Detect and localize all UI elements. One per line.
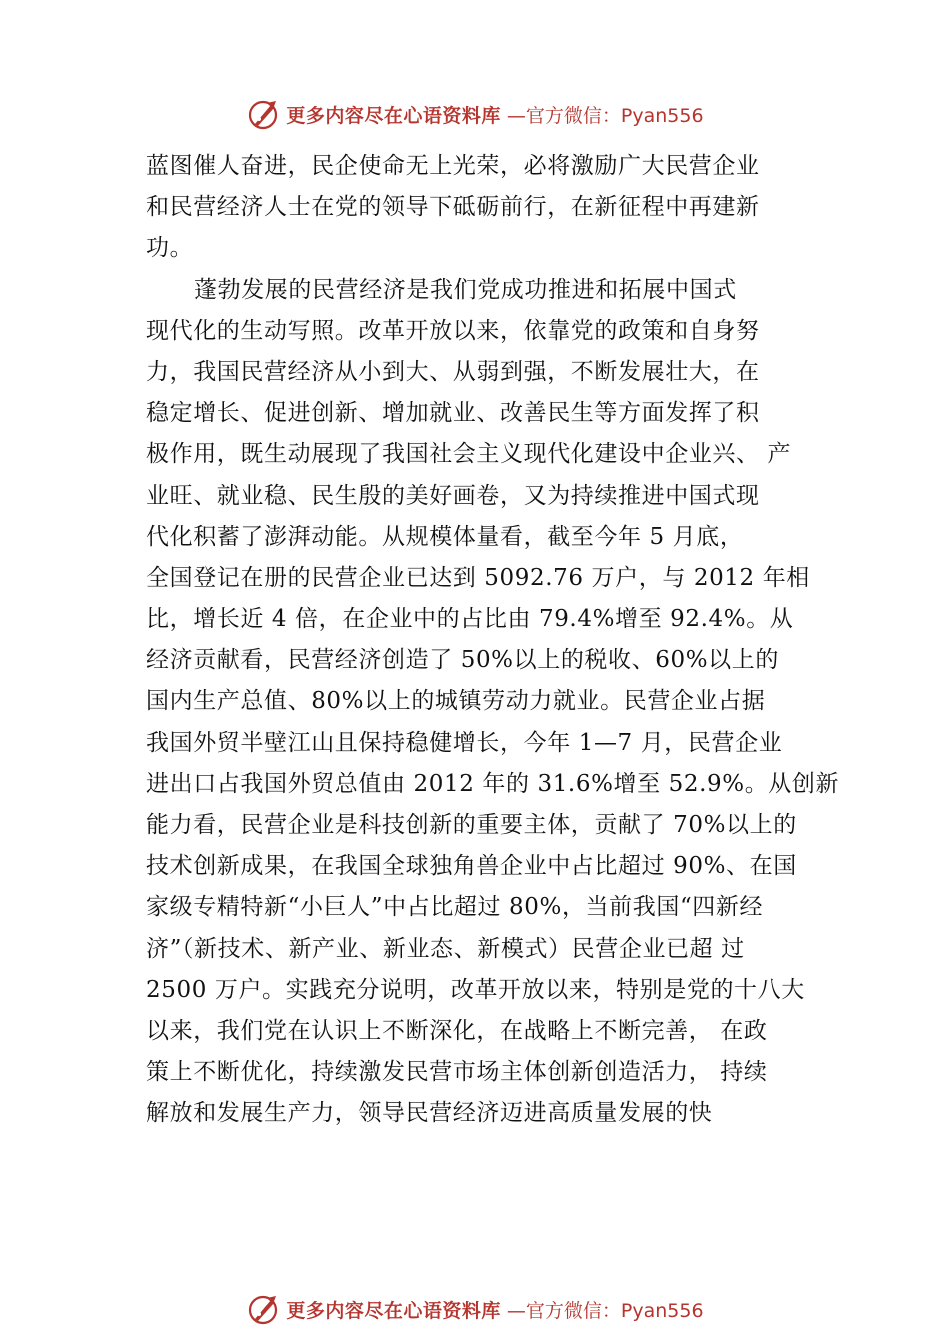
document-body [146,146,840,1135]
body-line: 2500 万户。实践充分说明，改革开放以来，特别是党的十八大 [146,976,805,1003]
body-line: 技术创新成果，在我国全球独角兽企业中占比超过 90%、在国 [146,853,797,880]
body-line: 我国外贸半壁江山且保持稳健增长，今年 1—7 月，民营企业 [146,729,783,756]
body-line: 能力看，民营企业是科技创新的重要主体，贡献了 70%以上的 [146,812,797,838]
footer-banner-text: 更多内容尽在心语资料库 [286,1299,501,1322]
quill-seal-icon [246,1292,280,1326]
body-line: 现代化的生动写照。改革开放以来，依靠党的政策和自身努 [146,317,760,344]
body-line: 经济贡献看，民营经济创造了 50%以上的税收、60%以上的 [146,647,779,674]
body-line: 业旺、就业稳、民生殷的美好画卷，又为持续推进中国式现 [146,482,760,509]
paragraph-first-line: 蓬勃发展的民营经济是我们党成功推进和拓展中国式 [194,276,737,303]
body-line: 力，我国民营经济从小到大、从弱到强，不断发展壮大，在 [146,358,760,385]
body-line: 策上不断优化，持续激发民营市场主体创新创造活力， 持续 [146,1059,768,1086]
body-line: 家级专精特新“小巨人”中占比超过 80%，当前我国“四新经 [146,894,764,921]
header-banner-text: 更多内容尽在心语资料库 [286,104,501,127]
header-banner-contact: —官方微信：Pyan556 [506,104,704,127]
body-line: 功。 [146,235,194,262]
footer-banner-contact: —官方微信：Pyan556 [506,1299,704,1322]
body-line: 解放和发展生产力，领导民营经济迈进高质量发展的快 [146,1100,713,1127]
quill-seal-icon [246,97,280,131]
body-line: 全国登记在册的民营企业已达到 5092.76 万户，与 2012 年相 [146,564,810,591]
header-banner-content [246,97,703,131]
body-line: 稳定增长、促进创新、增加就业、改善民生等方面发挥了积 [146,400,760,427]
body-line: 以来，我们党在认识上不断深化，在战略上不断完善， 在政 [146,1017,768,1044]
body-line: 极作用，既生动展现了我国社会主义现代化建设中企业兴、 产 [146,441,792,468]
body-line: 和民营经济人士在党的领导下砥砺前行，在新征程中再建新 [146,194,760,221]
header-banner [0,94,950,134]
body-line: 蓝图催人奋进，民企使命无上光荣，必将激励广大民营企业 [146,153,760,179]
body-line: 国内生产总值、80%以上的城镇劳动力就业。民营企业占据 [146,688,766,715]
footer-banner-content [246,1292,703,1326]
body-line: 比，增长近 4 倍，在企业中的占比由 79.4%增至 92.4%。从 [146,606,794,633]
footer-banner [0,1289,950,1329]
body-line: 代化积蓄了澎湃动能。从规模体量看，截至今年 5 月底， [146,523,744,550]
body-line: 进出口占我国外贸总值由 2012 年的 31.6%增至 52.9%。从创新 [146,770,840,797]
body-line: 济”（新技术、新产业、新业态、新模式）民营企业已超 过 [146,935,745,962]
